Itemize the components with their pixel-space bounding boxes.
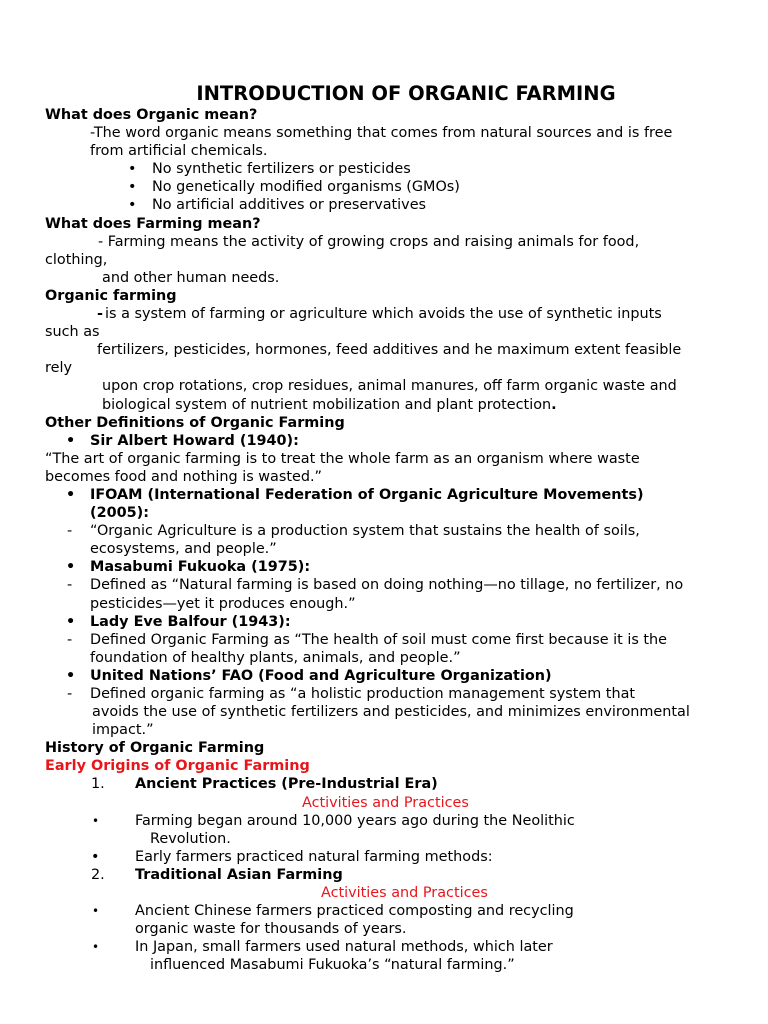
section-heading-farming-mean: What does Farming mean? — [45, 215, 261, 232]
bullet-icon: • — [66, 559, 76, 576]
bullet-icon: • — [128, 179, 137, 196]
numbered-item: 1. Ancient Practices (Pre-Industrial Era) — [91, 776, 438, 793]
activities-label: Activities and Practices — [302, 794, 469, 811]
definition-source: • IFOAM (International Federation of Organic Agriculture Movements) — [66, 486, 644, 503]
definition-quote: - Defined Organic Farming as “The health of soil must come first because it is the — [67, 631, 668, 648]
paragraph-line: such as — [45, 324, 100, 341]
numbered-item: 2. Traditional Asian Farming — [91, 866, 343, 883]
bullet-icon: • — [92, 904, 100, 919]
paragraph-line: and other human needs. — [102, 269, 280, 286]
paragraph-line: upon crop rotations, crop residues, animal manures, off farm organic waste and — [102, 378, 677, 395]
list-item: • Early farmers practiced natural farming methods: — [91, 848, 493, 865]
definition-quote: avoids the use of synthetic fertilizers and pesticides, and minimizes environmental — [92, 704, 690, 721]
list-item: • No genetically modified organisms (GMOs) — [128, 179, 460, 196]
bullet-icon: • — [128, 197, 137, 214]
section-heading-organic-farming: Organic farming — [45, 287, 177, 304]
section-heading-definitions: Other Definitions of Organic Farming — [45, 414, 345, 431]
definition-quote: becomes food and nothing is wasted.” — [45, 468, 323, 485]
bullet-icon: • — [66, 432, 76, 449]
list-item: organic waste for thousands of years. — [135, 921, 407, 938]
paragraph-line: clothing, — [45, 251, 108, 268]
list-item: • Farming began around 10,000 years ago during the Neolithic — [92, 812, 575, 829]
paragraph-line: - Farming means the activity of growing crops and raising animals for food, — [98, 233, 640, 250]
bullet-icon: • — [128, 161, 137, 178]
bullet-icon: • — [92, 813, 100, 828]
definition-source: • United Nations’ FAO (Food and Agriculture Organization) — [66, 667, 552, 684]
list-item: • Ancient Chinese farmers practiced composting and recycling — [92, 903, 574, 920]
definition-quote: pesticides—yet it produces enough.” — [90, 595, 356, 612]
definition-source: • Sir Albert Howard (1940): — [66, 432, 299, 449]
page-title: INTRODUCTION OF ORGANIC FARMING — [196, 82, 616, 105]
definition-quote: - Defined organic farming as “a holistic production management system that — [67, 686, 636, 702]
bullet-icon: • — [66, 613, 76, 630]
paragraph-line: from artificial chemicals. — [90, 143, 268, 160]
bullet-icon: • — [91, 848, 100, 865]
dash-marker: - — [67, 577, 73, 594]
paragraph-line: - is a system of farming or agriculture which avoids the use of synthetic inputs — [97, 306, 662, 323]
activities-label: Activities and Practices — [321, 885, 488, 902]
definition-quote: ecosystems, and people.” — [90, 541, 277, 558]
definition-quote: “The art of organic farming is to treat the whole farm as an organism where waste — [45, 450, 640, 467]
definition-quote: impact.” — [92, 722, 154, 739]
definition-quote: - Defined as “Natural farming is based on doing nothing—no tillage, no fertilizer, no — [67, 577, 684, 594]
definition-source: • Lady Eve Balfour (1943): — [66, 613, 291, 630]
definition-quote: foundation of healthy plants, animals, and people.” — [90, 649, 461, 666]
dash-marker: - — [67, 523, 73, 540]
bullet-icon: • — [66, 667, 76, 684]
list-item: Revolution. — [150, 830, 231, 847]
bullet-icon: • — [66, 486, 76, 503]
paragraph-line: biological system of nutrient mobilization and plant protection. — [102, 396, 557, 413]
paragraph-line: -The word organic means something that comes from natural sources and is free — [90, 125, 673, 142]
section-heading-history: History of Organic Farming — [45, 740, 265, 757]
bullet-icon: • — [92, 940, 100, 955]
definition-quote: - “Organic Agriculture is a production system that sustains the health of soils, — [67, 523, 640, 540]
list-item: • In Japan, small farmers used natural methods, which later — [92, 939, 553, 956]
paragraph-line: fertilizers, pesticides, hormones, feed additives and he maximum extent feasible — [97, 342, 682, 359]
dash-marker: - — [67, 631, 73, 648]
dash-marker: - — [67, 686, 73, 702]
list-item: • No synthetic fertilizers or pesticides — [128, 161, 411, 178]
definition-source: (2005): — [90, 505, 149, 522]
definition-source: • Masabumi Fukuoka (1975): — [66, 559, 311, 576]
list-item: influenced Masabumi Fukuoka’s “natural farming.” — [150, 957, 515, 974]
section-heading-organic-mean: What does Organic mean? — [45, 107, 258, 123]
document-body — [45, 106, 730, 975]
list-item: • No artificial additives or preservatives — [128, 197, 427, 214]
paragraph-line: rely — [45, 360, 72, 377]
subheading-early-origins: Early Origins of Organic Farming — [45, 758, 310, 775]
